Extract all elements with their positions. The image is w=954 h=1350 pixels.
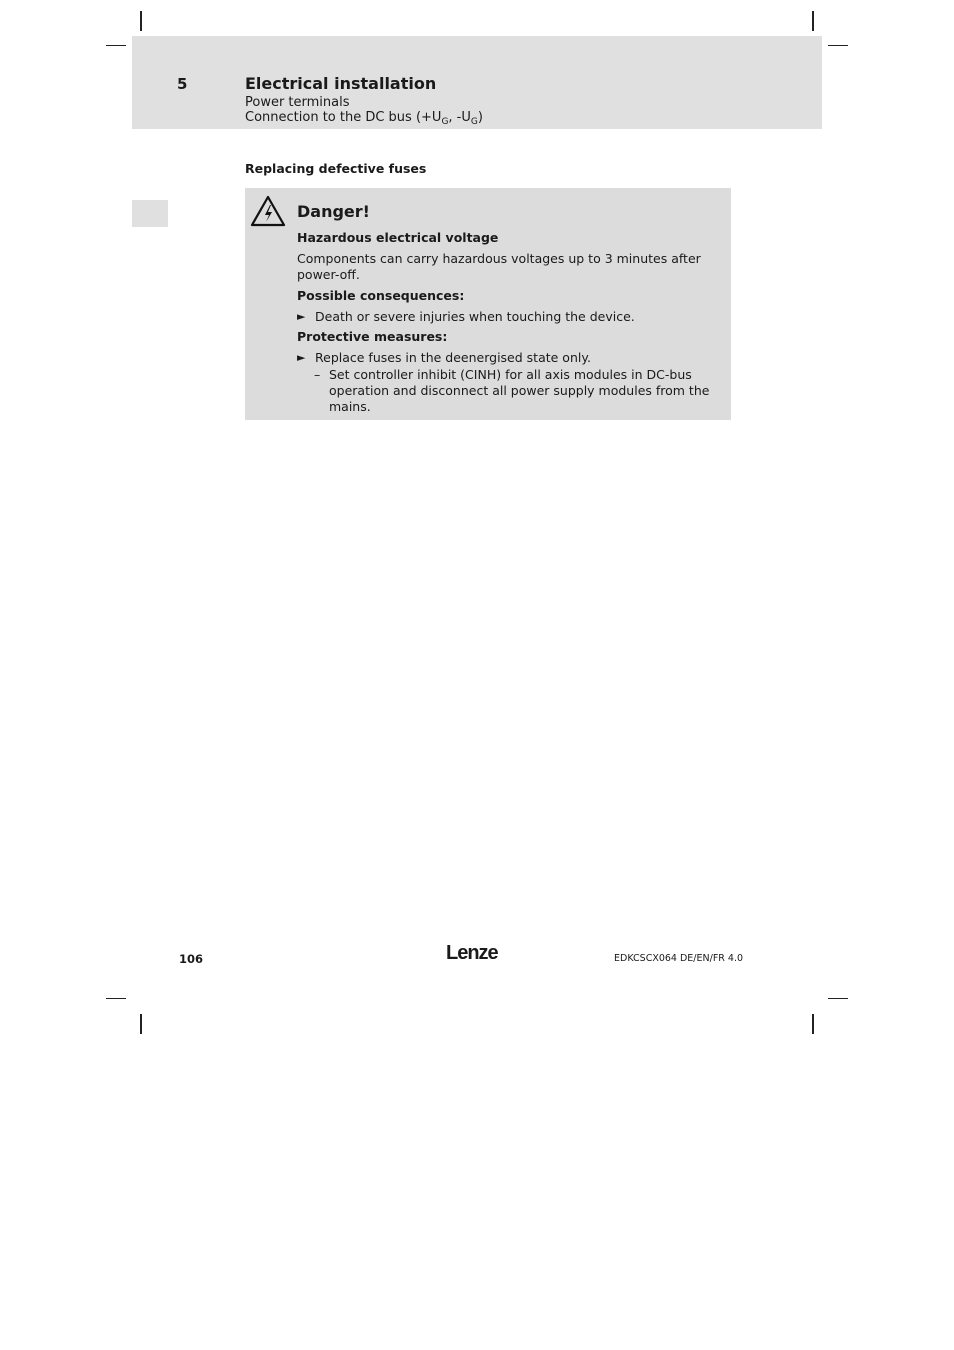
chapter-number: 5	[177, 75, 188, 93]
bullet-arrow-icon: ►	[297, 310, 306, 323]
crop-mark	[828, 998, 848, 999]
crop-mark	[828, 45, 848, 46]
dash-icon: –	[314, 367, 321, 382]
chapter-title: Electrical installation	[245, 74, 437, 93]
list-item: ► Replace fuses in the deenergised state only.	[297, 350, 591, 365]
electrical-hazard-warning-icon	[250, 195, 286, 227]
crop-mark	[106, 45, 126, 46]
crop-mark	[106, 998, 126, 999]
subtitle-power-terminals: Power terminals	[245, 95, 350, 110]
crop-mark	[812, 11, 814, 31]
measures-heading: Protective measures:	[297, 329, 448, 344]
subtitle-dc-bus: Connection to the DC bus ($+U_G$, $-U_G$)	[245, 110, 483, 127]
danger-warning-box	[245, 188, 731, 420]
page-number: 106	[179, 952, 204, 966]
danger-content	[297, 202, 717, 415]
hazard-description: Components can carry hazardous voltages up to 3 minutes after power-off.	[297, 251, 701, 282]
crop-mark	[140, 1014, 142, 1034]
list-item: – Set controller inhibit (CINH) for all axis modules in DC-bus operation and disconnect all power supply modules from the mains.	[314, 367, 710, 414]
side-tab-marker	[132, 200, 168, 227]
section-heading: Replacing defective fuses	[245, 161, 427, 176]
crop-mark	[140, 11, 142, 31]
bullet-arrow-icon: ►	[297, 351, 306, 364]
danger-title: Danger!	[297, 202, 370, 221]
hazard-heading: Hazardous electrical voltage	[297, 230, 499, 245]
document-code: EDKCSCX064 DE/EN/FR 4.0	[614, 953, 744, 964]
crop-mark	[812, 1014, 814, 1034]
lenze-logo: Lenze	[446, 942, 498, 964]
list-item: ► Death or severe injuries when touching the device.	[297, 309, 635, 324]
consequences-heading: Possible consequences:	[297, 288, 465, 303]
